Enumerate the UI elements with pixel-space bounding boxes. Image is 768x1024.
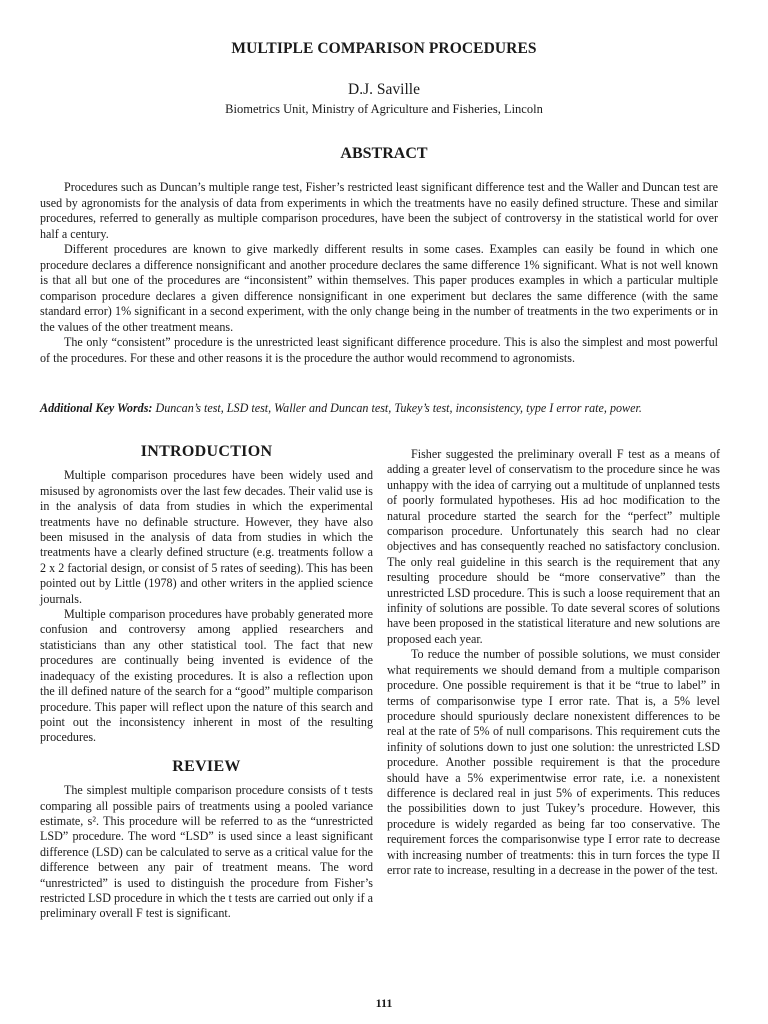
author-name: D.J. Saville — [348, 81, 420, 98]
review-paragraph: Fisher suggested the preliminary overall F test as a means of adding a greater level of conservatism to the procedure since he was unhappy with the idea of carrying out a multitude of unplanned tests of poorly formulated hypotheses. His ad hoc modification to the natural procedure started the search for the “perfect” multiple comparison procedure. Unfortunately this search had no clear objectives and has consequently reached no satisfactory conclusion. The only real guideline in this search is the requirement that any resulting procedure should be “more conservative” than the unrestricted LSD procedure. This is such a loose requirement that an infinity of solutions are possible. To date several scores of solutions have been proposed in the statistical literature and new solutions are proposed each year. — [387, 447, 720, 646]
keywords-text: Duncan’s test, LSD test, Waller and Duncan test, Tukey’s test, inconsistency, type I error rate, power. — [155, 401, 642, 415]
abstract-paragraph: Procedures such as Duncan’s multiple range test, Fisher’s restricted least significant difference test and the Waller and Duncan test are used by agronomists for the analysis of data from experiments in which the treatments have no easily defined structure. These and similar procedures, referred to generally as multiple comparison procedures, have been the subject of controversy in the statistical world for over half a century. — [40, 180, 718, 241]
paper-title: MULTIPLE COMPARISON PROCEDURES — [231, 40, 537, 57]
keywords-block — [40, 401, 718, 417]
author-affiliation: Biometrics Unit, Ministry of Agriculture and Fisheries, Lincoln — [225, 102, 543, 116]
review-paragraph: The simplest multiple comparison procedure consists of t tests comparing all possible pairs of treatments using a pooled variance estimate, s². This procedure will be referred to as the “unrestricted LSD” procedure. The word “LSD” is used since a least significant difference (LSD) can be calculated to serve as a critical value for the difference between any pair of treatment means. The word “unrestricted” is used to distinguish the procedure from Fisher’s restricted LSD procedure in which the t tests are carried out only if a preliminary overall F test is significant. — [40, 783, 373, 921]
abstract-paragraph: The only “consistent” procedure is the unrestricted least significant difference procedure. This is also the simplest and most powerful of the procedures. For these and other reasons it is the procedure the author would recommend to agronomists. — [40, 335, 718, 365]
left-column — [40, 444, 373, 922]
introduction-paragraph: Multiple comparison procedures have been widely used and misused by agronomists over the last few decades. Their valid use is in the analysis of data from studies in which the experimental treatments have no definable structure. However, they have also been misused in the analysis of data from studies in which the treatments have a clearly defined structure (e.g. treatments follow a 2 x 2 factorial design, or consist of 5 rates of seeding). This has been pointed out by Little (1978) and other writers in the applied science journals. — [40, 468, 373, 606]
page-number: 111 — [375, 996, 393, 1010]
review-heading: REVIEW — [172, 757, 241, 775]
right-column — [387, 447, 720, 878]
introduction-paragraph: Multiple comparison procedures have probably generated more confusion and controversy among applied researchers and statisticians than any other statistical tool. The fact that new procedures are continually being invented is evidence of the inadequacy of the existing procedures. It is also a reflection upon the ill defined nature of the search for a “good” multiple comparison procedure. This paper will reflect upon the nature of this search and point out the inconsistency inherent in most of the resulting procedures. — [40, 607, 373, 745]
introduction-heading: INTRODUCTION — [140, 443, 273, 460]
review-paragraph: To reduce the number of possible solutions, we must consider what requirements we should demand from a multiple comparison procedure. One possible requirement is that it be “true to label” in terms of comparisonwise type I error rate. That is, a 5% level procedure should spuriously declare nonexistent differences to be real at the rate of 5% of null comparisons. This requirement cuts the infinity of solutions down to just one solution: the unrestricted LSD procedure. Another possible requirement is that the procedure should have a 5% experimentwise error rate, i.e. a nonexistent difference is declared real in just 5% of experiments. This reduces the possibilities down to just Tukey’s procedure. However, this procedure is widely regarded as being far too conservative. The requirement forces the comparisonwise type I error rate to decrease with increasing number of treatments: this in turn forces the type II error rate to increase, resulting in a decrease in the power of the test. — [387, 647, 720, 877]
abstract-paragraph: Different procedures are known to give markedly different results in some cases. Examples can easily be found in which one procedure declares a difference nonsignificant and another procedure declares the same difference 1% significant. What is not well known is that all but one of the procedures are “inconsistent” within themselves. This paper produces examples in which a particular multiple comparison procedure declares a given difference nonsignificant in one experiment but declares the same difference (with the same standard error) 1% significant in a second experiment, with the only change being in the number of treatments in the two experiments or in the values of the other treatment means. — [40, 242, 718, 334]
keywords-label: Additional Key Words: — [40, 401, 153, 415]
abstract-heading: ABSTRACT — [340, 145, 428, 162]
abstract-body — [40, 180, 718, 366]
